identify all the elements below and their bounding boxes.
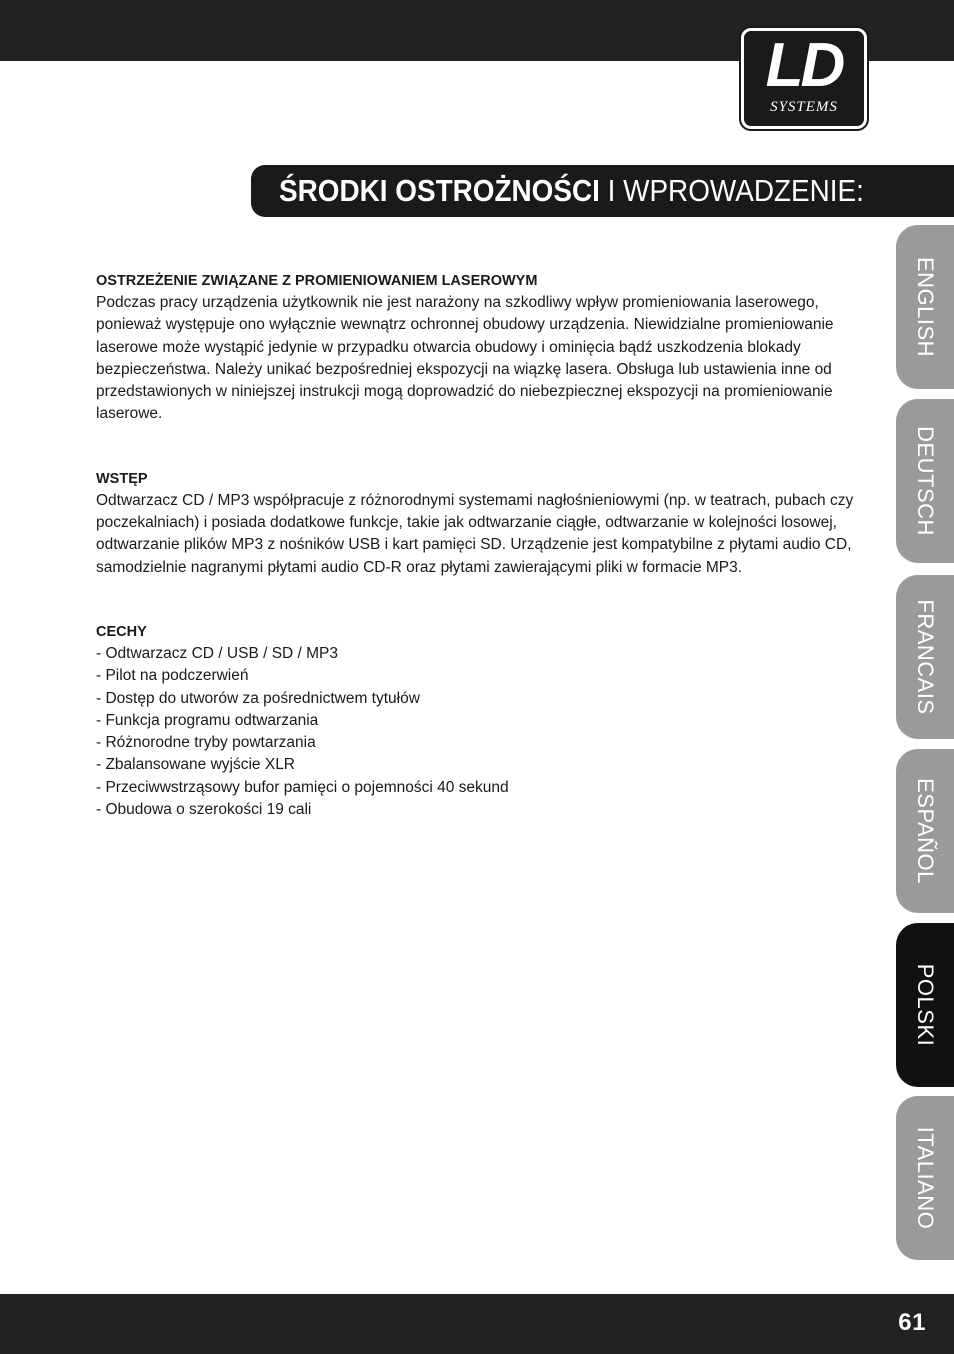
ld-systems-logo xyxy=(741,28,867,129)
tab-label-francais: FRANCAIS xyxy=(913,599,938,715)
page-title xyxy=(279,165,864,217)
tab-label-italiano: ITALIANO xyxy=(913,1126,938,1230)
section-heading-features: CECHY xyxy=(96,623,147,640)
tab-italiano[interactable] xyxy=(896,1096,954,1260)
page-title-light: I WPROWADZENIE: xyxy=(599,173,864,208)
logo-main-text: LD xyxy=(765,31,843,100)
list-item: - Pilot na podczerwień xyxy=(96,667,249,685)
page-number: 61 xyxy=(898,1309,926,1336)
tab-label-polski: POLSKI xyxy=(913,963,938,1047)
section-text-laser: Podczas pracy urządzenia użytkownik nie jest narażony na szkodliwy wpływ promieniowania laserowego, ponieważ występuje ono wyłącznie wewnątrz ochronnej obudowy urządzenia. Niewidzialne promieniowanie laserowe może wystąpić jedynie w przypadku otwarcia obudowy i ominięcia bądź uszkodzenia blokady bezpieczeństwa. Należy unikać bezpośredniej ekspozycji na wiązkę lasera. Obsługa lub ustawienia inne od przedstawionych w niniejszej instrukcji mogą doprowadzić do niebezpiecznej ekspozycji na promieniowanie laserowe. xyxy=(96,294,834,423)
language-tabs xyxy=(896,0,954,1354)
list-item: - Obudowa o szerokości 19 cali xyxy=(96,801,312,819)
list-item: - Dostęp do utworów za pośrednictwem tytułów xyxy=(96,689,420,707)
tab-polski[interactable] xyxy=(896,923,954,1087)
tab-deutsch[interactable] xyxy=(896,399,954,563)
tab-label-espanol: ESPAÑOL xyxy=(913,778,938,884)
section-laser-warning xyxy=(96,270,856,426)
tab-espanol[interactable] xyxy=(896,749,954,913)
list-item: - Funkcja programu odtwarzania xyxy=(96,711,319,729)
list-item: - Zbalansowane wyjście XLR xyxy=(96,756,296,774)
tab-label-english: ENGLISH xyxy=(913,256,938,358)
section-heading-intro: WSTĘP xyxy=(96,470,148,487)
section-intro xyxy=(96,468,856,579)
section-text-intro: Odtwarzacz CD / MP3 współpracuje z różnorodnymi systemami nagłośnieniowymi (np. w teatrach, pubach czy poczekalniach) i posiada dodatkowe funkcje, takie jak odtwarzanie ciągłe, odtwarzanie w kolejności losowej, odtwarzanie plików MP3 z nośników USB i kart pamięci SD. Urządzenie jest kompatybilne z płytami audio CD, samodzielnie nagranymi płytami audio CD-R oraz płytami zawierającymi pliki w formacie MP3. xyxy=(96,491,854,576)
main-content xyxy=(96,270,856,821)
bottom-bar xyxy=(0,1294,954,1354)
tab-francais[interactable] xyxy=(896,575,954,739)
tab-label-deutsch: DEUTSCH xyxy=(913,426,938,536)
section-heading-laser: OSTRZEŻENIE ZWIĄZANE Z PROMIENIOWANIEM LASEROWYM xyxy=(96,273,538,289)
page-title-bold: ŚRODKI OSTROŻNOŚCI xyxy=(279,173,600,208)
list-item: - Przeciwwstrząsowy bufor pamięci o pojemności 40 sekund xyxy=(96,778,509,796)
section-features xyxy=(96,621,856,821)
tab-english[interactable] xyxy=(896,225,954,389)
list-item: - Odtwarzacz CD / USB / SD / MP3 xyxy=(96,644,339,662)
feature-list xyxy=(96,643,856,821)
list-item: - Różnorodne tryby powtarzania xyxy=(96,734,316,752)
title-bar xyxy=(251,165,954,217)
logo-sub-text: SYSTEMS xyxy=(770,99,838,115)
